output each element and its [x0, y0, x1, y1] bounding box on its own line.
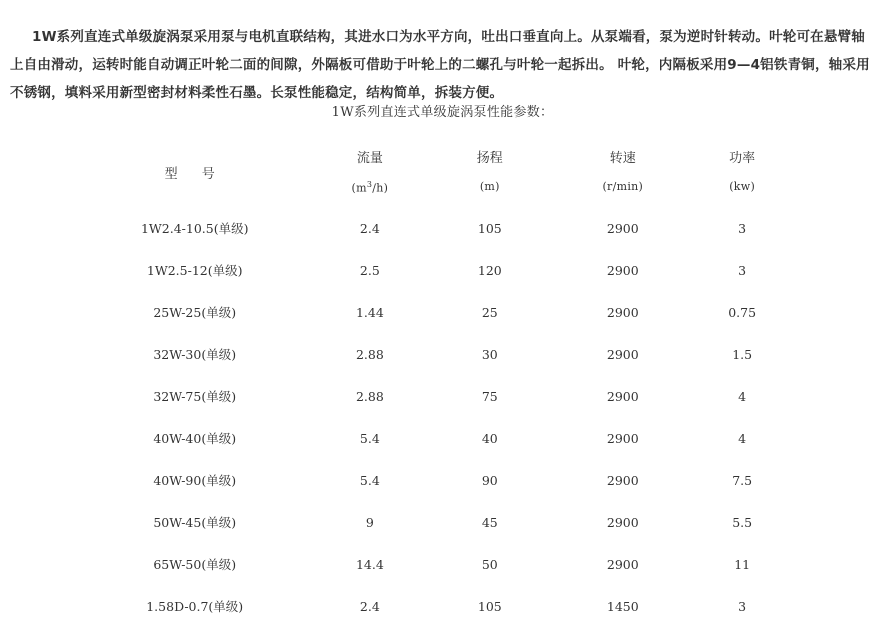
cell-power: 11	[734, 556, 751, 572]
cell-power: 1.5	[732, 346, 753, 362]
cell-head: 25	[481, 304, 498, 320]
cell-flow: 2.88	[355, 388, 384, 404]
cell-flow: 2.4	[359, 598, 380, 614]
cell-model: 32W-30(单级)	[153, 347, 237, 362]
table-row	[73, 417, 795, 459]
table-row	[73, 207, 795, 249]
cell-flow: 2.5	[359, 262, 380, 278]
cell-head: 45	[481, 514, 498, 530]
cell-flow: 5.4	[359, 430, 380, 446]
header-head-unit: (m)	[479, 180, 500, 193]
header-flow	[316, 138, 423, 207]
cell-speed: 2900	[606, 304, 639, 320]
cell-power: 4	[738, 388, 747, 404]
cell-power: 0.75	[728, 304, 757, 320]
table-row	[73, 249, 795, 291]
header-flow-unit: $(m^3/h)$	[351, 180, 389, 195]
header-speed	[556, 138, 689, 207]
cell-flow: 2.4	[359, 220, 380, 236]
cell-model: 65W-50(单级)	[153, 557, 237, 572]
cell-head: 40	[481, 430, 498, 446]
cell-flow: 5.4	[359, 472, 380, 488]
cell-flow: 1.44	[355, 304, 384, 320]
intro-paragraph: 1W系列直连式单级旋涡泵采用泵与电机直联结构，其进水口为水平方向，吐出口垂直向上。从泵端看，泵为逆时针转动。叶轮可在悬臂轴上自由滑动，运转时能自动调正叶轮二面的间隙，外隔板可借助于叶轮上的二螺孔与叶轮一起拆出。 叶轮，内隔板采用9—4铝铁青铜，轴采用不锈钢，填料采用新型密封材料柔性石墨。长泵性能稳定，结构简单，拆装方便。	[10, 28, 870, 101]
table-row	[73, 585, 795, 627]
table-row	[73, 375, 795, 417]
cell-model: 1.58D-0.7(单级)	[146, 599, 244, 614]
cell-speed: 2900	[606, 262, 639, 278]
cell-flow: 2.88	[355, 346, 384, 362]
header-power-label: 功率	[729, 151, 756, 166]
cell-model: 1W2.4-10.5(单级)	[140, 221, 249, 236]
cell-model: 32W-75(单级)	[153, 389, 237, 404]
header-power-unit: (kw)	[729, 180, 756, 193]
cell-head: 105	[477, 220, 502, 236]
table-row	[73, 543, 795, 585]
cell-flow: 9	[365, 514, 374, 530]
header-speed-label: 转速	[609, 151, 636, 166]
performance-table	[73, 138, 795, 627]
cell-model: 40W-90(单级)	[153, 473, 237, 488]
cell-speed: 2900	[606, 430, 639, 446]
cell-model: 40W-40(单级)	[153, 431, 237, 446]
cell-power: 3	[738, 598, 747, 614]
cell-power: 3	[738, 220, 747, 236]
cell-speed: 2900	[606, 220, 639, 236]
cell-speed: 2900	[606, 346, 639, 362]
cell-power: 7.5	[732, 472, 753, 488]
cell-head: 120	[477, 262, 502, 278]
cell-speed: 2900	[606, 556, 639, 572]
cell-head: 30	[481, 346, 498, 362]
cell-speed: 2900	[606, 472, 639, 488]
cell-head: 90	[481, 472, 498, 488]
table-row	[73, 333, 795, 375]
table-row	[73, 291, 795, 333]
cell-head: 75	[481, 388, 498, 404]
table-row	[73, 459, 795, 501]
cell-model: 50W-45(单级)	[153, 515, 237, 530]
cell-speed: 1450	[606, 598, 639, 614]
header-model	[73, 138, 316, 207]
header-flow-label: 流量	[356, 151, 383, 166]
header-power	[689, 138, 795, 207]
cell-speed: 2900	[606, 514, 639, 530]
cell-head: 105	[477, 598, 502, 614]
cell-power: 3	[738, 262, 747, 278]
cell-model: 25W-25(单级)	[153, 305, 237, 320]
cell-flow: 14.4	[355, 556, 384, 572]
header-head	[423, 138, 556, 207]
cell-power: 5.5	[732, 514, 753, 530]
cell-head: 50	[481, 556, 498, 572]
cell-speed: 2900	[606, 388, 639, 404]
cell-power: 4	[738, 430, 747, 446]
cell-model: 1W2.5-12(单级)	[146, 263, 243, 278]
table-caption: 1W系列直连式单级旋涡泵性能参数：	[331, 105, 554, 120]
table-header-row	[73, 138, 795, 207]
header-head-label: 扬程	[476, 151, 503, 166]
header-model-label: 型 号	[164, 167, 225, 182]
header-speed-unit: (r/min)	[602, 180, 644, 193]
table-row	[73, 501, 795, 543]
